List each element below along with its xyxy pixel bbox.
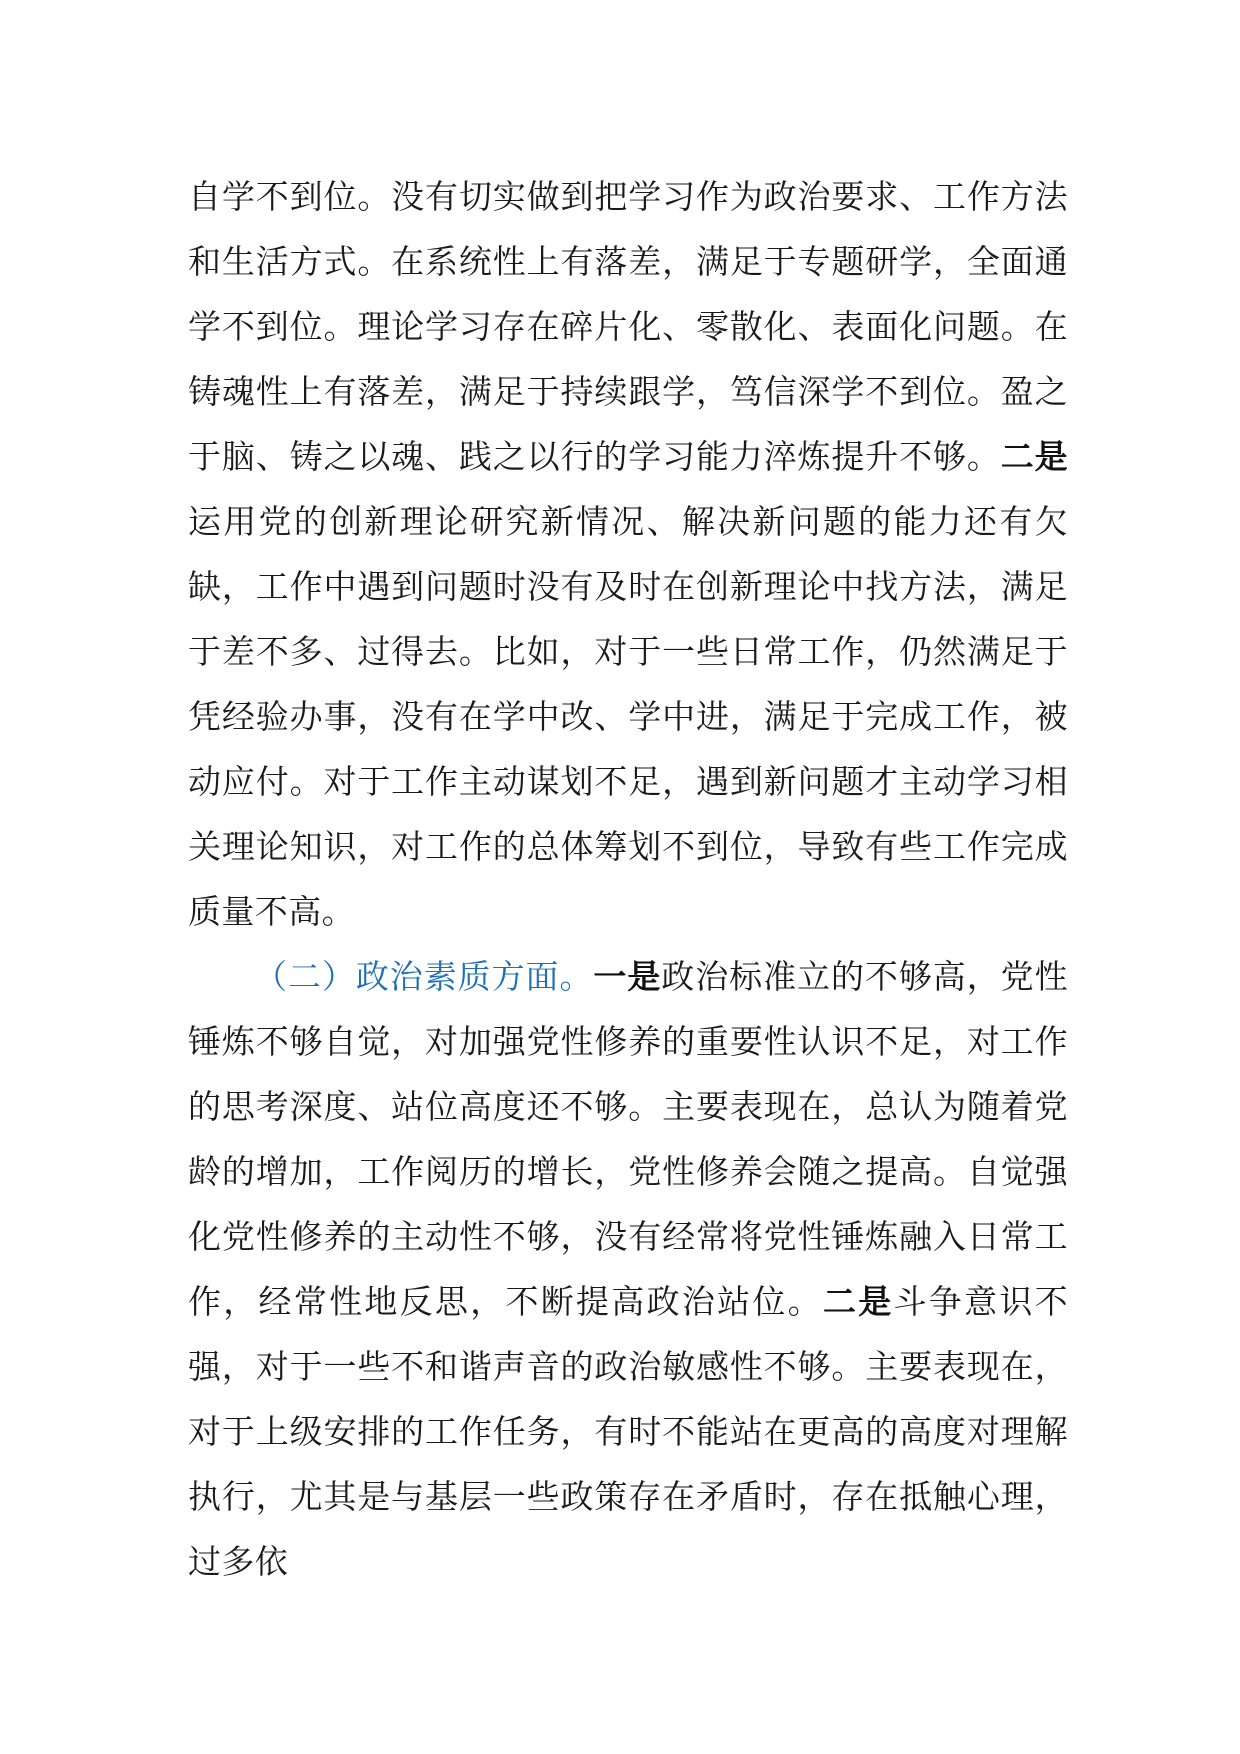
bold-marker-text: 一是 — [593, 957, 662, 996]
paragraph-text: 斗争意识不强，对于一些不和谐声音的政治敏感性不够。主要表现在，对于上级安排的工作任务，有时不能站在更高的高度对理解执行，尤其是与基层一些政策存在矛盾时，存在抵触心理，过多依 — [188, 1282, 1069, 1581]
section-heading: （二）政治素质方面。 — [254, 957, 594, 996]
document-body — [188, 164, 1068, 1594]
paragraph-text: 自学不到位。没有切实做到把学习作为政治要求、工作方法和生活方式。在系统性上有落差，满足于专题研学，全面通学不到位。理论学习存在碎片化、零散化、表面化问题。在铸魂性上有落差，满足于持续跟学，笃信深学不到位。盈之于脑、铸之以魂、践之以行的学习能力淬炼提升不够。 — [188, 177, 1068, 476]
paragraph-2 — [188, 944, 1068, 1594]
paragraph-1 — [188, 164, 1068, 944]
paragraph-text: 政治标准立的不够高，党性锤炼不够自觉，对加强党性修养的重要性认识不足，对工作的思考深度、站位高度还不够。主要表现在，总认为随着党龄的增加，工作阅历的增长，党性修养会随之提高。自觉强化党性修养的主动性不够，没有经常将党性锤炼融入日常工作，经常性地反思，不断提高政治站位。 — [188, 957, 1068, 1321]
bold-marker-text: 二是 — [1000, 437, 1068, 476]
paragraph-text: 运用党的创新理论研究新情况、解决新问题的能力还有欠缺，工作中遇到问题时没有及时在创新理论中找方法，满足于差不多、过得去。比如，对于一些日常工作，仍然满足于凭经验办事，没有在学中改、学中进，满足于完成工作，被动应付。对于工作主动谋划不足，遇到新问题才主动学习相关理论知识，对工作的总体筹划不到位，导致有些工作完成质量不高。 — [188, 502, 1068, 931]
bold-marker-text: 二是 — [822, 1282, 894, 1321]
